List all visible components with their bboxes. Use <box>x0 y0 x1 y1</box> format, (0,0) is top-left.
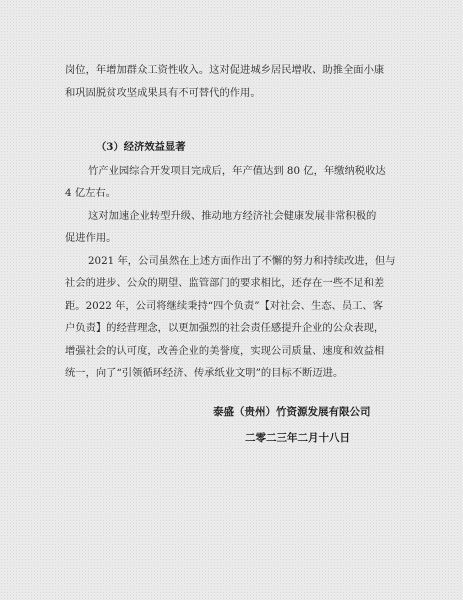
summary-line-2: 社会的进步、公众的期望、监管部门的要求相比，还存在一些不足和差 <box>65 277 385 289</box>
section-heading: （3）经济效益显著 <box>96 141 186 153</box>
summary-line-3: 距。2022 年，公司将继续秉持“四个负责”【对社会、生态、员工、客 <box>65 300 384 312</box>
summary-line-1: 2021 年，公司虽然在上述方面作出了不懈的努力和持续改进，但与 <box>88 255 396 267</box>
summary-line-6: 统一，向了“引领循环经济、传承纸业文明”的目标不断迈进。 <box>65 367 344 379</box>
intro-line-2: 和巩固脱贫攻坚成果具有不可替代的作用。 <box>65 87 261 99</box>
promo-line-2: 促进作用。 <box>65 232 117 244</box>
signature-date: 二零二三年二月十八日 <box>245 432 350 444</box>
signature-company: 泰盛（贵州）竹资源发展有限公司 <box>213 406 371 418</box>
promo-line-1: 这对加速企业转型升级、推动地方经济社会健康发展非常积极的 <box>88 210 377 222</box>
econ-line-1: 竹产业园综合开发项目完成后，年产值达到 80 亿，年缴纳税收达 <box>88 165 386 177</box>
summary-line-5: 增强社会的认可度，改善企业的美誉度，实现公司质量、速度和效益相 <box>65 345 385 357</box>
econ-line-2: 4 亿左右。 <box>65 187 117 199</box>
summary-line-4: 户负责】的经营理念，以更加强烈的社会责任感提升企业的公众表现， <box>65 322 385 334</box>
intro-line-1: 岗位，年增加群众工资性收入。这对促进城乡居民增收、助推全面小康 <box>65 64 385 76</box>
